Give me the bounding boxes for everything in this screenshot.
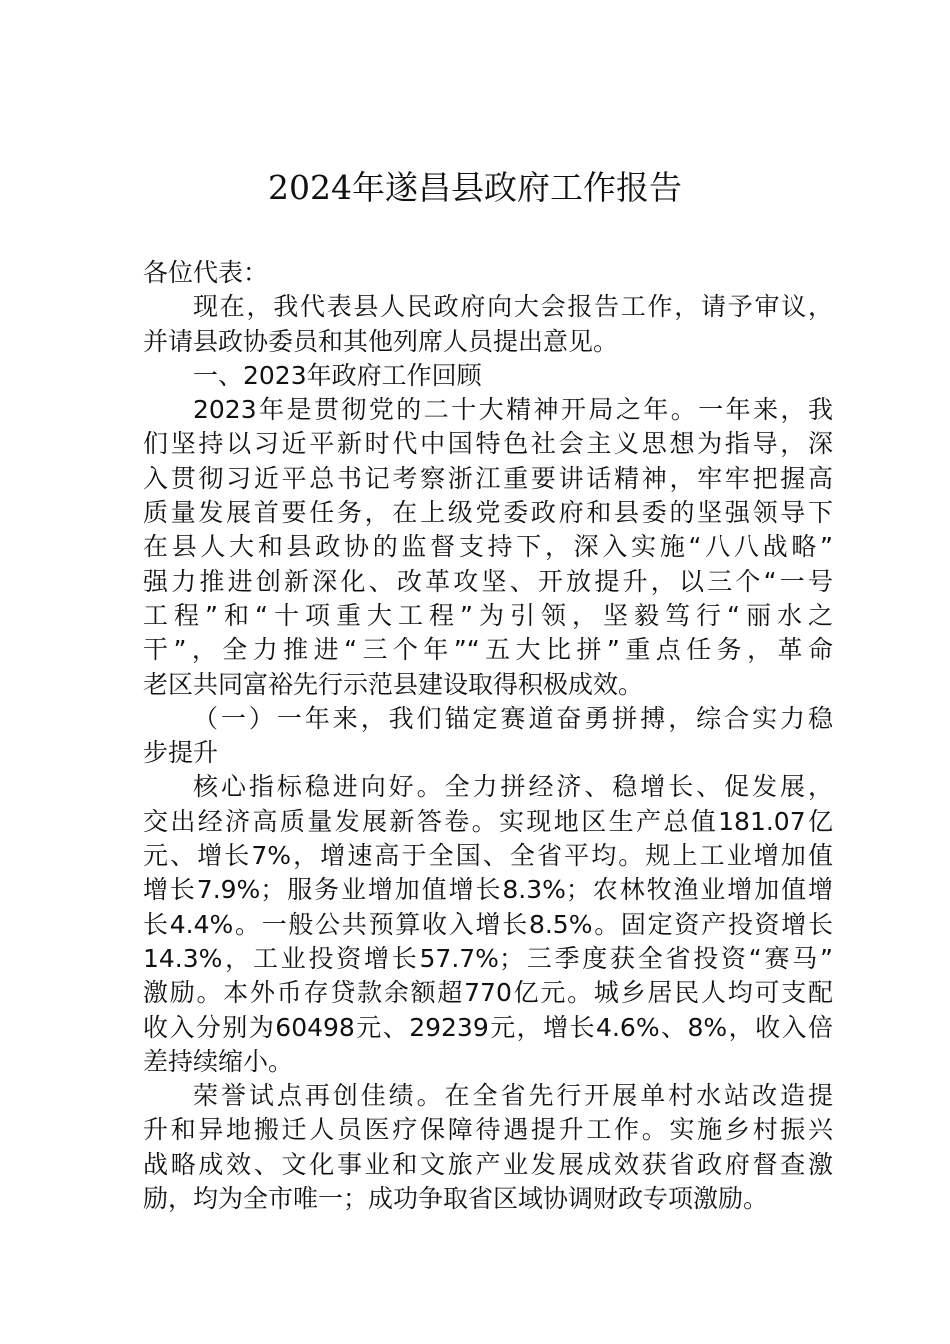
paragraph-line: 长4.4%。一般公共预算收入增长8.5%。固定资产投资增长 xyxy=(143,909,833,939)
paragraph-core-indicators xyxy=(143,770,833,1079)
section-heading-line: 一、2023年政府工作回顾 xyxy=(193,360,482,390)
paragraph-line: 强力推进创新深化、改革攻坚、开放提升，以三个“一号 xyxy=(143,566,833,596)
paragraph-line: 干”，全力推进“三个年”“五大比拼”重点任务，革命 xyxy=(143,635,833,665)
paragraph-line: 老区共同富裕先行示范县建设取得积极成效。 xyxy=(143,669,644,699)
paragraph-line: 战略成效、文化事业和文旅产业发展成效获省政府督查激 xyxy=(143,1149,833,1179)
salutation: 各位代表： xyxy=(143,258,269,287)
paragraph-line: 们坚持以习近平新时代中国特色社会主义思想为指导，深 xyxy=(143,429,833,459)
paragraph-line: 在县人大和县政协的监督支持下，深入实施“八八战略” xyxy=(143,532,833,562)
paragraph-line: 质量发展首要任务，在上级党委政府和县委的坚强领导下 xyxy=(143,498,833,528)
paragraph-line: 收入分别为60498元、29239元，增长4.6%、8%，收入倍 xyxy=(143,1012,833,1042)
paragraph-line: 核心指标稳进向好。全力拼经济、稳增长、促发展， xyxy=(193,772,833,802)
paragraph-line: 差持续缩小。 xyxy=(143,1046,294,1076)
paragraph-line: 并请县政协委员和其他列席人员提出意见。 xyxy=(143,326,619,356)
paragraph-line: 元、增长7%，增速高于全国、全省平均。规上工业增加值 xyxy=(143,841,833,871)
document-body xyxy=(143,256,833,1216)
paragraph-line: 2023年是贯彻党的二十大精神开局之年。一年来，我 xyxy=(193,395,833,425)
paragraph-honors xyxy=(143,1079,833,1216)
subsection-heading xyxy=(143,702,833,771)
document-title: 2024年遂昌县政府工作报告 xyxy=(268,168,682,207)
paragraph-overview xyxy=(143,393,833,702)
paragraph-line: 14.3%，工业投资增长57.7%；三季度获全省投资“赛马” xyxy=(143,943,833,973)
paragraph-line: 交出经济高质量发展新答卷。实现地区生产总值181.07亿 xyxy=(143,806,833,836)
paragraph-line: 荣誉试点再创佳绩。在全省先行开展单村水站改造提 xyxy=(193,1081,833,1111)
paragraph-intro xyxy=(143,290,833,359)
paragraph-line: 升和异地搬迁人员医疗保障待遇提升工作。实施乡村振兴 xyxy=(143,1115,833,1145)
paragraph-line: 激励。本外币存贷款余额超770亿元。城乡居民人均可支配 xyxy=(143,978,833,1008)
paragraph-line: 增长7.9%；服务业增加值增长8.3%；农林牧渔业增加值增 xyxy=(143,875,833,905)
subsection-heading-line: 步提升 xyxy=(143,738,219,768)
paragraph-line: 工程”和“十项重大工程”为引领，坚毅笃行“丽水之 xyxy=(143,600,833,630)
paragraph-line: 入贯彻习近平总书记考察浙江重要讲话精神，牢牢把握高 xyxy=(143,463,833,493)
paragraph-line: 励，均为全市唯一；成功争取省区域协调财政专项激励。 xyxy=(143,1184,769,1214)
paragraph-line: 现在，我代表县人民政府向大会报告工作，请予审议， xyxy=(193,292,833,322)
section-heading xyxy=(143,359,833,393)
subsection-heading-line: （一）一年来，我们锚定赛道奋勇拼搏，综合实力稳 xyxy=(193,703,833,733)
